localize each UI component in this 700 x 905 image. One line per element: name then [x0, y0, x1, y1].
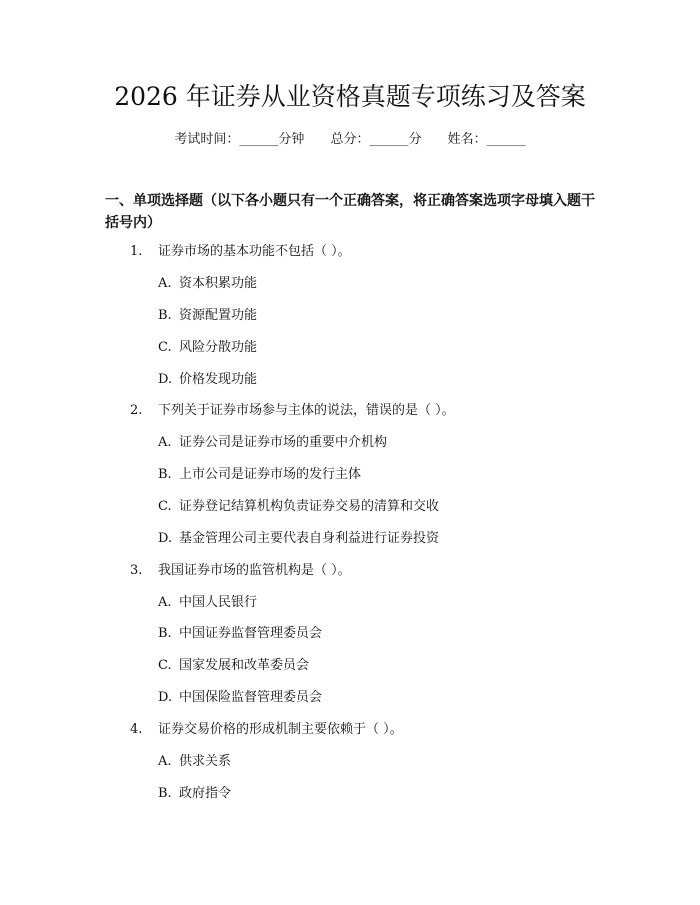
question-1-option-d — [158, 370, 628, 390]
option-text: 资本积累功能 — [179, 276, 258, 291]
question-number: 4. — [130, 722, 143, 737]
question-2-option-d — [158, 529, 628, 549]
section-heading-line-2: 括号内） — [105, 215, 161, 231]
option-letter: C. — [158, 499, 172, 514]
option-text: 中国人民银行 — [179, 595, 258, 610]
option-letter: A. — [158, 754, 172, 769]
option-letter: B. — [158, 467, 172, 482]
option-letter: B. — [158, 308, 172, 323]
option-text: 基金管理公司主要代表自身利益进行证券投资 — [179, 531, 440, 546]
name-field: 姓名：______ — [447, 132, 526, 147]
exam-time-field: 考试时间：______分钟 — [174, 132, 305, 147]
question-3 — [130, 561, 630, 581]
question-3-option-a — [158, 593, 628, 613]
option-letter: D. — [158, 690, 173, 705]
question-4-option-a — [158, 752, 628, 772]
option-text: 证券登记结算机构负责证券交易的清算和交收 — [179, 499, 440, 514]
question-2-option-c — [158, 497, 628, 517]
question-number: 2. — [130, 403, 143, 418]
option-text: 上市公司是证券市场的发行主体 — [179, 467, 362, 482]
section-heading — [105, 190, 605, 234]
question-text: 下列关于证券市场参与主体的说法，错误的是（ ）。 — [158, 403, 455, 418]
option-letter: B. — [158, 786, 172, 801]
question-1 — [130, 242, 630, 262]
question-4 — [130, 720, 630, 740]
option-text: 价格发现功能 — [179, 372, 258, 387]
option-text: 供求关系 — [179, 754, 232, 769]
question-1-option-b — [158, 306, 628, 326]
option-letter: D. — [158, 372, 173, 387]
option-text: 资源配置功能 — [179, 308, 258, 323]
question-number: 1. — [130, 244, 143, 259]
question-4-option-b — [158, 784, 628, 804]
option-text: 国家发展和改革委员会 — [179, 658, 310, 673]
question-3-option-b — [158, 624, 628, 644]
option-text: 政府指令 — [179, 786, 232, 801]
question-1-option-c — [158, 338, 628, 358]
option-text: 证券公司是证券市场的重要中介机构 — [179, 435, 388, 450]
option-letter: D. — [158, 531, 173, 546]
option-letter: A. — [158, 276, 172, 291]
question-2-option-a — [158, 433, 628, 453]
question-text: 证券市场的基本功能不包括（ ）。 — [158, 244, 351, 259]
question-text: 我国证券市场的监管机构是（ ）。 — [158, 563, 351, 578]
exam-meta — [0, 130, 700, 150]
question-1-option-a — [158, 274, 628, 294]
question-3-option-d — [158, 688, 628, 708]
option-letter: B. — [158, 626, 172, 641]
total-score-field: 总分：______分 — [330, 132, 422, 147]
question-number: 3. — [130, 563, 143, 578]
option-letter: A. — [158, 435, 172, 450]
question-3-option-c — [158, 656, 628, 676]
question-text: 证券交易价格的形成机制主要依赖于（ ）。 — [158, 722, 403, 737]
question-2 — [130, 401, 630, 421]
section-heading-line-1: 一、单项选择题（以下各小题只有一个正确答案，将正确答案选项字母填入题干 — [105, 193, 595, 209]
option-text: 中国证券监督管理委员会 — [179, 626, 323, 641]
question-2-option-b — [158, 465, 628, 485]
option-text: 中国保险监督管理委员会 — [179, 690, 323, 705]
option-letter: C. — [158, 340, 172, 355]
option-letter: A. — [158, 595, 172, 610]
option-letter: C. — [158, 658, 172, 673]
page-title: 2026 年证券从业资格真题专项练习及答案 — [114, 82, 586, 111]
option-text: 风险分散功能 — [179, 340, 258, 355]
